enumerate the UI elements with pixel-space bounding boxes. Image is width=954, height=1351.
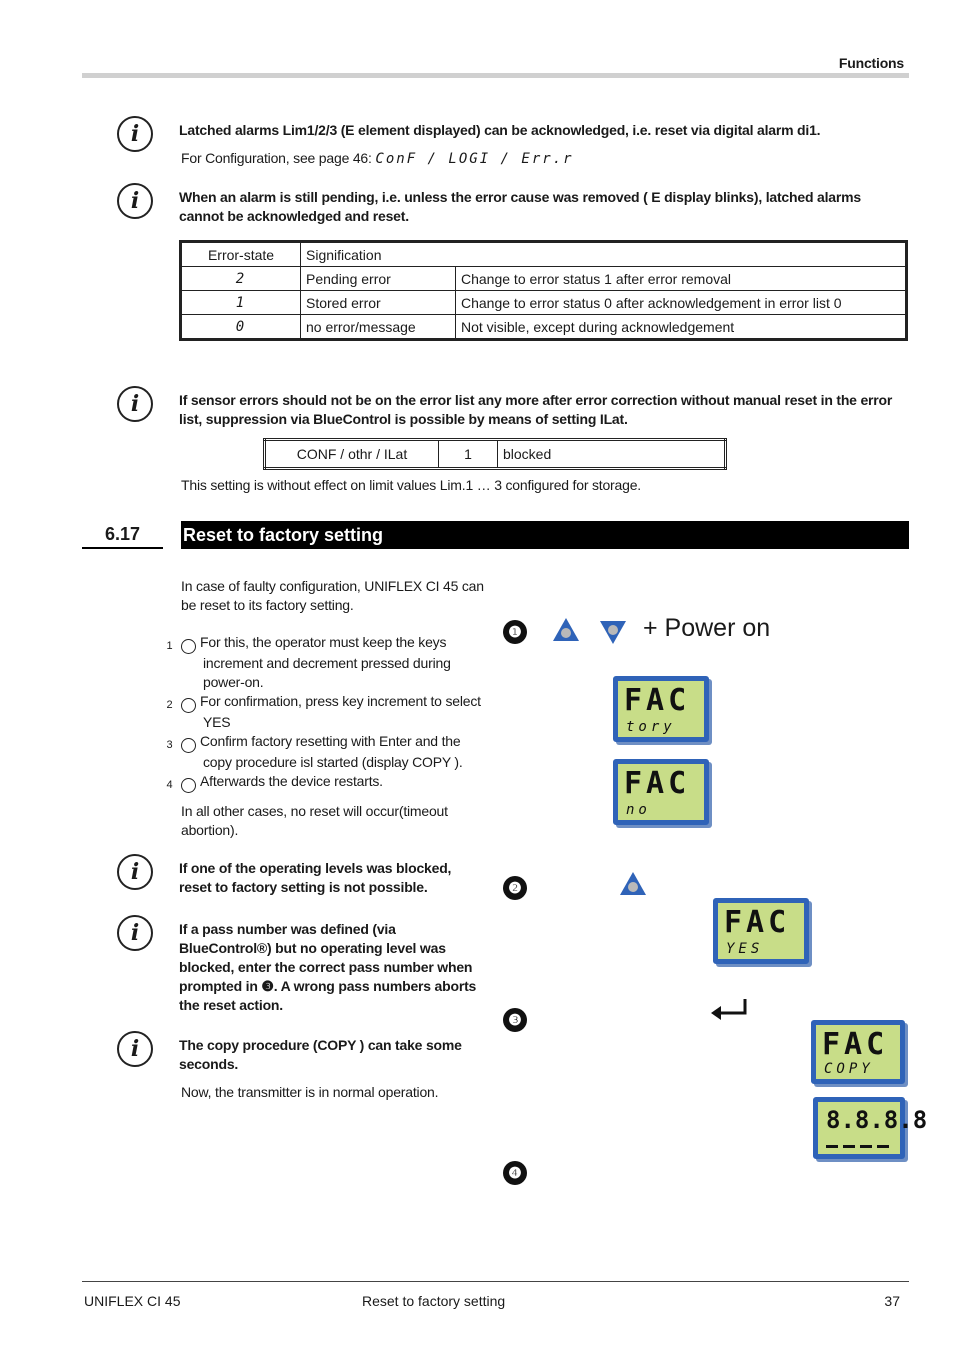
step-badge-3: ❸ xyxy=(503,1008,527,1032)
lcd-display-fac-copy xyxy=(811,1020,905,1084)
info-icon: i xyxy=(117,915,153,951)
table-cell-meaning: blocked xyxy=(498,440,726,469)
warning-pass-number: If a pass number was defined (via BlueControl®) but no operating level was blocked, enter the correct pass number when prompted in ❸. A wrong pass numbers aborts the reset action. xyxy=(179,921,477,1013)
table-cell-note: Not visible, except during acknowledgement xyxy=(456,315,907,340)
step-text: Confirm factory resetting with Enter and the copy procedure isl started (display COPY ). xyxy=(200,733,463,770)
table-cell-state: 0 xyxy=(181,315,301,340)
lcd-bottom-text: tory xyxy=(626,719,676,735)
config-ref-label: For Configuration, see page 46: xyxy=(181,150,372,166)
table-cell-state: 2 xyxy=(181,267,301,291)
page-number: 37 xyxy=(884,1293,900,1309)
table-cell-state: 1 xyxy=(181,291,301,315)
section-number: 6.17 xyxy=(82,521,163,549)
config-ref xyxy=(181,149,781,169)
ilat-table xyxy=(263,438,727,470)
lcd-top-text: 8.8.8.8 xyxy=(826,1106,928,1134)
step-badge-4: ❹ xyxy=(503,1161,527,1185)
config-ref-code: ConF / LOGI / Err.r xyxy=(375,151,574,167)
table-row xyxy=(181,315,907,340)
step-badge-1: ❶ xyxy=(503,620,527,644)
enter-key-icon xyxy=(709,997,749,1021)
table-row xyxy=(265,440,726,469)
info-icon: i xyxy=(117,183,153,219)
table-row xyxy=(181,267,907,291)
lcd-top-text: FAC xyxy=(724,905,791,940)
step-text: For confirmation, press key increment to select YES xyxy=(200,693,481,730)
lcd-display-fac-tory xyxy=(613,676,709,742)
table-cell-note: Change to error status 1 after error removal xyxy=(456,267,907,291)
list-item xyxy=(166,692,481,732)
increment-key-icon xyxy=(552,617,580,643)
step-number: 2 xyxy=(181,698,196,713)
lcd-top-text: FAC xyxy=(624,766,691,801)
lcd-display-fac-no xyxy=(613,759,709,825)
error-state-table xyxy=(179,240,908,341)
lcd-bottom-text: YES xyxy=(726,941,764,957)
decrement-key-icon xyxy=(599,619,627,645)
increment-key-icon xyxy=(619,871,647,897)
step-list xyxy=(166,633,481,793)
step-number: 4 xyxy=(181,778,196,793)
note-pending-alarm: When an alarm is still pending, i.e. unless the error cause was removed ( E display blinks), latched alarms cannot be acknowledged and reset. xyxy=(179,189,861,224)
warning-copy-duration: The copy procedure (COPY ) can take some seconds. xyxy=(179,1037,462,1072)
lcd-bottom-text: COPY xyxy=(824,1061,874,1077)
normal-operation-text: Now, the transmitter is in normal operation. xyxy=(181,1084,439,1100)
step-badge-2: ❷ xyxy=(503,876,527,900)
power-on-label: + Power on xyxy=(643,614,771,642)
step-text: For this, the operator must keep the keys increment and decrement pressed during power-on. xyxy=(200,634,451,690)
ilat-note: This setting is without effect on limit values Lim.1 … 3 configured for storage. xyxy=(181,477,641,493)
list-item xyxy=(166,732,481,772)
warning-blocked-levels: If one of the operating levels was blocked, reset to factory setting is not possible. xyxy=(179,860,452,895)
table-row xyxy=(181,291,907,315)
table-cell-meaning: Stored error xyxy=(301,291,456,315)
lcd-display-all-segments xyxy=(813,1097,928,1159)
note-sensor-errors: If sensor errors should not be on the error list any more after error correction without manual reset in the error list, suppression via BlueControl is possible by means of setting ILat. xyxy=(179,392,893,427)
table-cell-path: CONF / othr / ILat xyxy=(265,440,439,469)
lcd-bottom-text: no xyxy=(626,802,651,818)
table-cell-meaning: Pending error xyxy=(301,267,456,291)
table-cell-meaning: no error/message xyxy=(301,315,456,340)
lcd-top-text: FAC xyxy=(822,1027,889,1062)
info-icon: i xyxy=(117,854,153,890)
list-item xyxy=(166,633,481,692)
lcd-display-fac-yes xyxy=(713,898,809,964)
table-cell-note: Change to error status 0 after acknowledgement in error list 0 xyxy=(456,291,907,315)
info-icon: i xyxy=(117,1031,153,1067)
footer-rule xyxy=(82,1281,909,1282)
lcd-top-text: FAC xyxy=(624,683,691,718)
section-title: Reset to factory setting xyxy=(181,521,909,549)
step-number: 3 xyxy=(181,738,196,753)
footer-chapter: Reset to factory setting xyxy=(362,1293,506,1309)
info-icon: i xyxy=(117,386,153,422)
table-cell-value: 1 xyxy=(439,440,498,469)
footer-product: UNIFLEX CI 45 xyxy=(84,1293,181,1309)
step-text: Afterwards the device restarts. xyxy=(200,773,383,789)
table-header-cell: Error-state xyxy=(181,242,301,267)
intro-text: In case of faulty configuration, UNIFLEX CI 45 can be reset to its factory setting. xyxy=(181,578,484,613)
list-item xyxy=(166,772,481,793)
header-section: Functions xyxy=(838,55,904,71)
table-header-cell: Signification xyxy=(301,242,907,267)
step-number: 1 xyxy=(181,639,196,654)
header-rule xyxy=(82,73,909,78)
table-header-row xyxy=(181,242,907,267)
note-latched-alarms: Latched alarms Lim1/2/3 (E element displayed) can be acknowledged, i.e. reset via digital alarm di1. xyxy=(179,122,821,138)
info-icon: i xyxy=(117,116,153,152)
other-cases-text: In all other cases, no reset will occur(timeout abortion). xyxy=(181,803,448,838)
lcd-segment-bar xyxy=(826,1145,894,1148)
